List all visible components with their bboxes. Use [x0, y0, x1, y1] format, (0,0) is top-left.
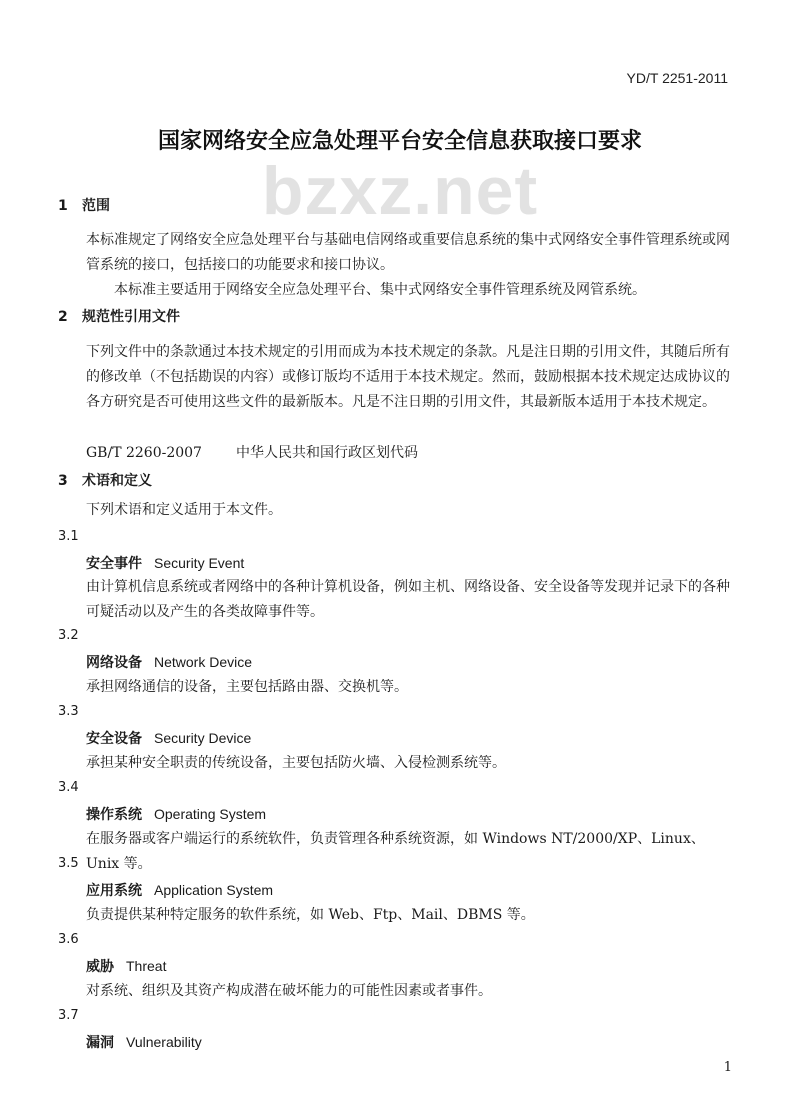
term-name-en: Security Event	[154, 555, 245, 571]
term-name	[86, 553, 244, 573]
reference-code: GB/T 2260-2007	[86, 445, 202, 461]
term-name	[86, 804, 266, 824]
section-title: 术语和定义	[82, 473, 152, 489]
paragraph: 本标准规定了网络安全应急处理平台与基础电信网络或重要信息系统的集中式网络安全事件管理系统或网管系统的接口，包括接口的功能要求和接口协议。	[86, 232, 730, 273]
section-number: 1	[58, 198, 68, 214]
term-name-en: Threat	[126, 958, 167, 974]
term-number: 3.1	[58, 529, 79, 544]
term-name-en: Application System	[154, 882, 274, 898]
term-definition: 在服务器或客户端运行的系统软件，负责管理各种系统资源，如 Windows NT/2000/XP、Linux、Unix 等。	[86, 831, 705, 872]
term-number: 3.4	[58, 780, 79, 795]
term-name-en: Vulnerability	[126, 1034, 202, 1050]
section-title: 范围	[82, 198, 110, 214]
term-name-zh: 应用系统	[86, 883, 142, 899]
section-number: 3	[58, 473, 68, 489]
term-name-zh: 漏洞	[86, 1035, 114, 1051]
section-heading-scope	[58, 195, 110, 215]
page-number: 1	[723, 1060, 732, 1075]
term-number: 3.2	[58, 628, 79, 643]
term-definition: 由计算机信息系统或者网络中的各种计算机设备，例如主机、网络设备、安全设备等发现并记录下的各种可疑活动以及产生的各类故障事件等。	[86, 579, 730, 620]
term-number: 3.3	[58, 704, 79, 719]
standard-number: YD/T 2251-2011	[626, 70, 728, 86]
watermark: bzxz.net	[261, 153, 539, 229]
term-number: 3.5	[58, 856, 79, 871]
term-name-en: Security Device	[154, 730, 252, 746]
reference-name: 中华人民共和国行政区划代码	[236, 445, 418, 461]
term-name	[86, 728, 251, 748]
paragraph: 下列文件中的条款通过本技术规定的引用而成为本技术规定的条款。凡是注日期的引用文件，其随后所有的修改单（不包括勘误的内容）或修订版均不适用于本技术规定。然而，鼓励根据本技术规定达成协议的各方研究是否可使用这些文件的最新版本。凡是不注日期的引用文件，其最新版本适用于本技术规定。	[86, 344, 730, 410]
term-name-zh: 安全设备	[86, 731, 142, 747]
term-name-zh: 网络设备	[86, 655, 142, 671]
term-name	[86, 1032, 202, 1052]
scope-body	[86, 228, 734, 303]
term-definition: 对系统、组织及其资产构成潜在破坏能力的可能性因素或者事件。	[86, 983, 492, 999]
document-title: 国家网络安全应急处理平台安全信息获取接口要求	[157, 129, 642, 154]
term-number: 3.6	[58, 932, 79, 947]
paragraph: 本标准主要适用于网络安全应急处理平台、集中式网络安全事件管理系统及网管系统。	[114, 282, 646, 298]
section-number: 2	[58, 309, 68, 325]
term-name	[86, 880, 273, 900]
term-definition: 承担某种安全职责的传统设备，主要包括防火墙、入侵检测系统等。	[86, 755, 506, 771]
paragraph: 下列术语和定义适用于本文件。	[86, 502, 282, 518]
terms-intro	[86, 498, 734, 523]
term-number: 3.7	[58, 1008, 79, 1023]
section-heading-terms	[58, 470, 152, 490]
section-heading-normative-references	[58, 306, 180, 326]
term-name-zh: 威胁	[86, 959, 114, 975]
term-name-en: Network Device	[154, 654, 253, 670]
term-name-zh: 操作系统	[86, 807, 142, 823]
term-name-en: Operating System	[154, 806, 267, 822]
reference-entry	[86, 442, 418, 462]
term-name	[86, 956, 166, 976]
term-definition: 负责提供某种特定服务的软件系统，如 Web、Ftp、Mail、DBMS 等。	[86, 907, 535, 923]
term-name	[86, 652, 252, 672]
term-name-zh: 安全事件	[86, 556, 142, 572]
normative-refs-body	[86, 340, 734, 415]
term-definition: 承担网络通信的设备，主要包括路由器、交换机等。	[86, 679, 408, 695]
section-title: 规范性引用文件	[82, 309, 180, 325]
